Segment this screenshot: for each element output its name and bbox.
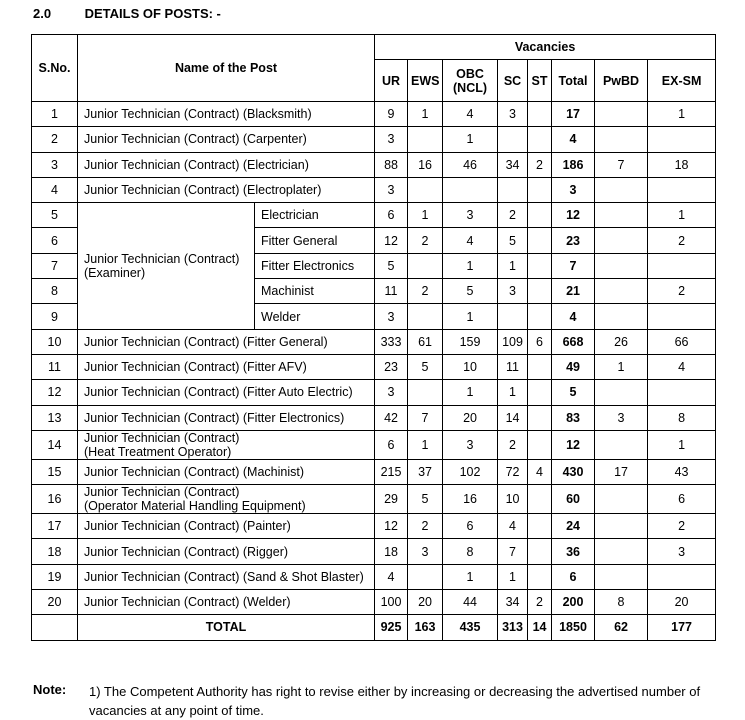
- post-name-cell: Junior Technician (Contract) (Heat Treatment Operator): [78, 430, 375, 459]
- examiner-group-cell: Junior Technician (Contract) (Examiner): [78, 203, 255, 329]
- sc-cell: 1: [498, 380, 528, 405]
- ur-cell: 29: [375, 485, 408, 514]
- ews-cell: 5: [408, 485, 443, 514]
- exsm-cell: [648, 564, 716, 589]
- obc-cell: 4: [443, 102, 498, 127]
- ur-cell: 3: [375, 304, 408, 329]
- total-cell: 5: [552, 380, 595, 405]
- ur-cell: 18: [375, 539, 408, 564]
- total-cell: 17: [552, 102, 595, 127]
- post-name-cell: Junior Technician (Contract) (Fitter Electronics): [78, 405, 375, 430]
- exsm-cell: 2: [648, 514, 716, 539]
- pwbd-cell: [595, 380, 648, 405]
- exsm-cell: 66: [648, 329, 716, 354]
- ews-cell: [408, 564, 443, 589]
- st-cell: [528, 228, 552, 253]
- sc-cell: [498, 304, 528, 329]
- sc-cell: 34: [498, 152, 528, 177]
- obc-cell: 159: [443, 329, 498, 354]
- sc-cell: 72: [498, 459, 528, 484]
- st-cell: [528, 354, 552, 379]
- pwbd-cell: 3: [595, 405, 648, 430]
- st-cell: [528, 177, 552, 202]
- st-cell: [528, 203, 552, 228]
- sc-cell: [498, 127, 528, 152]
- obc-cell: 16: [443, 485, 498, 514]
- sno-cell: 19: [32, 564, 78, 589]
- ews-cell: 61: [408, 329, 443, 354]
- trade-cell: Electrician: [255, 203, 375, 228]
- note-text: 1) The Competent Authority has right to revise either by increasing or decreasing the advertised number of vacancies at any point of time.: [89, 684, 701, 718]
- obc-cell: 4: [443, 228, 498, 253]
- obc-cell: 1: [443, 380, 498, 405]
- pwbd-cell: [595, 253, 648, 278]
- sno-cell: 16: [32, 485, 78, 514]
- st-cell: [528, 253, 552, 278]
- sc-cell: 109: [498, 329, 528, 354]
- post-name-cell: Junior Technician (Contract) (Fitter AFV): [78, 354, 375, 379]
- obc-cell: 6: [443, 514, 498, 539]
- note-label: Note:: [33, 682, 67, 697]
- ews-cell: [408, 127, 443, 152]
- total-cell: 4: [552, 304, 595, 329]
- obc-cell: 1: [443, 304, 498, 329]
- trade-cell: Fitter General: [255, 228, 375, 253]
- sc-cell: 10: [498, 485, 528, 514]
- obc-cell: 46: [443, 152, 498, 177]
- ur-cell: 215: [375, 459, 408, 484]
- pwbd-cell: [595, 279, 648, 304]
- pwbd-cell: [595, 485, 648, 514]
- table-row: [32, 564, 716, 589]
- ews-cell: 7: [408, 405, 443, 430]
- total-cell: 6: [552, 564, 595, 589]
- table-row: [32, 177, 716, 202]
- pwbd-cell: [595, 127, 648, 152]
- total-cell: 7: [552, 253, 595, 278]
- header-ur: UR: [375, 60, 408, 102]
- exsm-cell: 43: [648, 459, 716, 484]
- st-cell: [528, 514, 552, 539]
- exsm-cell: [648, 304, 716, 329]
- pwbd-cell: [595, 539, 648, 564]
- post-name-cell: Junior Technician (Contract) (Electrician): [78, 152, 375, 177]
- header-sc: SC: [498, 60, 528, 102]
- trade-cell: Fitter Electronics: [255, 253, 375, 278]
- table-row: [32, 354, 716, 379]
- exsm-cell: [648, 127, 716, 152]
- pwbd-cell: 7: [595, 152, 648, 177]
- post-name-cell: Junior Technician (Contract) (Machinist): [78, 459, 375, 484]
- total-label: TOTAL: [78, 615, 375, 640]
- ur-cell: 4: [375, 564, 408, 589]
- total-cell: 668: [552, 329, 595, 354]
- obc-cell: 44: [443, 590, 498, 615]
- ews-cell: 5: [408, 354, 443, 379]
- obc-cell: 20: [443, 405, 498, 430]
- ur-cell: 3: [375, 380, 408, 405]
- total-cell: 4: [552, 127, 595, 152]
- total-cell: 60: [552, 485, 595, 514]
- sc-cell: 1: [498, 564, 528, 589]
- ur-cell: 5: [375, 253, 408, 278]
- ews-cell: 37: [408, 459, 443, 484]
- sc-cell: 7: [498, 539, 528, 564]
- sc-cell: 3: [498, 279, 528, 304]
- exsm-cell: 20: [648, 590, 716, 615]
- ur-cell: 6: [375, 430, 408, 459]
- sno-cell: 3: [32, 152, 78, 177]
- section-number: 2.0: [33, 6, 52, 21]
- total-cell: 12: [552, 203, 595, 228]
- header-st: ST: [528, 60, 552, 102]
- post-name-cell: Junior Technician (Contract) (Operator Material Handling Equipment): [78, 485, 375, 514]
- sno-cell: 15: [32, 459, 78, 484]
- ews-cell: 1: [408, 203, 443, 228]
- st-cell: [528, 485, 552, 514]
- st-cell: [528, 279, 552, 304]
- pwbd-cell: 17: [595, 459, 648, 484]
- ews-cell: [408, 304, 443, 329]
- exsm-cell: [648, 380, 716, 405]
- table-row: [32, 430, 716, 459]
- sc-cell: 2: [498, 203, 528, 228]
- total-cell: 21: [552, 279, 595, 304]
- trade-cell: Welder: [255, 304, 375, 329]
- total-row: [32, 615, 716, 640]
- sno-cell: 12: [32, 380, 78, 405]
- total-cell: 24: [552, 514, 595, 539]
- obc-cell: 102: [443, 459, 498, 484]
- pwbd-cell: [595, 514, 648, 539]
- table-row: [32, 539, 716, 564]
- exsm-cell: 4: [648, 354, 716, 379]
- sno-cell: 4: [32, 177, 78, 202]
- ur-cell: 11: [375, 279, 408, 304]
- pwbd-cell: [595, 102, 648, 127]
- table-row: [32, 380, 716, 405]
- table-row: [32, 152, 716, 177]
- total-pwbd: 62: [595, 615, 648, 640]
- st-cell: 2: [528, 590, 552, 615]
- sc-cell: 3: [498, 102, 528, 127]
- sno-cell: 9: [32, 304, 78, 329]
- pwbd-cell: 26: [595, 329, 648, 354]
- obc-cell: [443, 177, 498, 202]
- posts-table: [31, 34, 716, 641]
- table-row: [32, 590, 716, 615]
- pwbd-cell: [595, 203, 648, 228]
- exsm-cell: 1: [648, 430, 716, 459]
- obc-cell: 1: [443, 253, 498, 278]
- pwbd-cell: [595, 430, 648, 459]
- ur-cell: 3: [375, 127, 408, 152]
- ur-cell: 12: [375, 514, 408, 539]
- st-cell: 4: [528, 459, 552, 484]
- sno-cell: 18: [32, 539, 78, 564]
- post-name-cell: Junior Technician (Contract) (Blacksmith): [78, 102, 375, 127]
- table-row: [32, 405, 716, 430]
- pwbd-cell: [595, 564, 648, 589]
- ur-cell: 6: [375, 203, 408, 228]
- ur-cell: 100: [375, 590, 408, 615]
- post-name-cell: Junior Technician (Contract) (Electroplater): [78, 177, 375, 202]
- obc-cell: 1: [443, 564, 498, 589]
- ews-cell: 1: [408, 102, 443, 127]
- pwbd-cell: 8: [595, 590, 648, 615]
- ews-cell: 2: [408, 279, 443, 304]
- exsm-cell: 8: [648, 405, 716, 430]
- table-row: [32, 329, 716, 354]
- st-cell: [528, 405, 552, 430]
- header-sno: S.No.: [32, 35, 78, 102]
- obc-cell: 1: [443, 127, 498, 152]
- sc-cell: 1: [498, 253, 528, 278]
- ews-cell: 16: [408, 152, 443, 177]
- table-row: [32, 459, 716, 484]
- ur-cell: 3: [375, 177, 408, 202]
- total-sc: 313: [498, 615, 528, 640]
- obc-cell: 8: [443, 539, 498, 564]
- sno-cell: 13: [32, 405, 78, 430]
- pwbd-cell: [595, 228, 648, 253]
- sno-cell: 5: [32, 203, 78, 228]
- ews-cell: 20: [408, 590, 443, 615]
- total-cell: 23: [552, 228, 595, 253]
- sno-cell: 1: [32, 102, 78, 127]
- table-row: [32, 514, 716, 539]
- total-st: 14: [528, 615, 552, 640]
- header-exsm: EX-SM: [648, 60, 716, 102]
- sno-cell: 11: [32, 354, 78, 379]
- exsm-cell: 1: [648, 203, 716, 228]
- st-cell: [528, 430, 552, 459]
- ur-cell: 23: [375, 354, 408, 379]
- st-cell: [528, 564, 552, 589]
- sno-cell: 2: [32, 127, 78, 152]
- ews-cell: [408, 177, 443, 202]
- st-cell: [528, 539, 552, 564]
- post-name-cell: Junior Technician (Contract) (Welder): [78, 590, 375, 615]
- obc-cell: 10: [443, 354, 498, 379]
- sno-cell: 17: [32, 514, 78, 539]
- st-cell: 6: [528, 329, 552, 354]
- table-row: [32, 127, 716, 152]
- sc-cell: 11: [498, 354, 528, 379]
- sno-cell: 8: [32, 279, 78, 304]
- st-cell: [528, 380, 552, 405]
- ur-cell: 333: [375, 329, 408, 354]
- sc-cell: [498, 177, 528, 202]
- total-ews: 163: [408, 615, 443, 640]
- ews-cell: 2: [408, 514, 443, 539]
- ews-cell: 3: [408, 539, 443, 564]
- exsm-cell: 2: [648, 279, 716, 304]
- header-post-name: Name of the Post: [78, 35, 375, 102]
- section-heading: [33, 6, 221, 21]
- total-cell: 12: [552, 430, 595, 459]
- pwbd-cell: [595, 177, 648, 202]
- header-total: Total: [552, 60, 595, 102]
- total-cell: 3: [552, 177, 595, 202]
- ews-cell: [408, 380, 443, 405]
- total-exsm: 177: [648, 615, 716, 640]
- ur-cell: 88: [375, 152, 408, 177]
- post-name-cell: Junior Technician (Contract) (Carpenter): [78, 127, 375, 152]
- post-name-cell: Junior Technician (Contract) (Fitter General): [78, 329, 375, 354]
- exsm-cell: 2: [648, 228, 716, 253]
- sno-cell: 10: [32, 329, 78, 354]
- header-vacancies: Vacancies: [375, 35, 716, 60]
- total-cell: 200: [552, 590, 595, 615]
- exsm-cell: 1: [648, 102, 716, 127]
- post-name-cell: Junior Technician (Contract) (Painter): [78, 514, 375, 539]
- sc-cell: 4: [498, 514, 528, 539]
- header-pwbd: PwBD: [595, 60, 648, 102]
- post-name-cell: Junior Technician (Contract) (Sand & Shot Blaster): [78, 564, 375, 589]
- st-cell: [528, 304, 552, 329]
- total-cell: 36: [552, 539, 595, 564]
- sno-cell: 7: [32, 253, 78, 278]
- ews-cell: [408, 253, 443, 278]
- sc-cell: 34: [498, 590, 528, 615]
- total-total: 1850: [552, 615, 595, 640]
- obc-cell: 3: [443, 203, 498, 228]
- sc-cell: 14: [498, 405, 528, 430]
- total-obc: 435: [443, 615, 498, 640]
- table-row: [32, 485, 716, 514]
- total-cell: 83: [552, 405, 595, 430]
- sc-cell: 2: [498, 430, 528, 459]
- st-cell: [528, 127, 552, 152]
- total-cell: 49: [552, 354, 595, 379]
- post-name-cell: Junior Technician (Contract) (Rigger): [78, 539, 375, 564]
- total-cell: 186: [552, 152, 595, 177]
- table-row: [32, 203, 716, 228]
- ews-cell: 2: [408, 228, 443, 253]
- exsm-cell: 3: [648, 539, 716, 564]
- obc-cell: 5: [443, 279, 498, 304]
- total-sno-cell: [32, 615, 78, 640]
- st-cell: 2: [528, 152, 552, 177]
- st-cell: [528, 102, 552, 127]
- section-title: DETAILS OF POSTS: -: [84, 6, 221, 21]
- pwbd-cell: [595, 304, 648, 329]
- exsm-cell: [648, 177, 716, 202]
- sno-cell: 14: [32, 430, 78, 459]
- table-row: [32, 102, 716, 127]
- pwbd-cell: 1: [595, 354, 648, 379]
- ews-cell: 1: [408, 430, 443, 459]
- exsm-cell: 6: [648, 485, 716, 514]
- trade-cell: Machinist: [255, 279, 375, 304]
- post-name-cell: Junior Technician (Contract) (Fitter Auto Electric): [78, 380, 375, 405]
- exsm-cell: [648, 253, 716, 278]
- sno-cell: 6: [32, 228, 78, 253]
- header-obc: OBC (NCL): [443, 60, 498, 102]
- obc-cell: 3: [443, 430, 498, 459]
- exsm-cell: 18: [648, 152, 716, 177]
- ur-cell: 42: [375, 405, 408, 430]
- total-ur: 925: [375, 615, 408, 640]
- total-cell: 430: [552, 459, 595, 484]
- sno-cell: 20: [32, 590, 78, 615]
- sc-cell: 5: [498, 228, 528, 253]
- header-ews: EWS: [408, 60, 443, 102]
- ur-cell: 9: [375, 102, 408, 127]
- ur-cell: 12: [375, 228, 408, 253]
